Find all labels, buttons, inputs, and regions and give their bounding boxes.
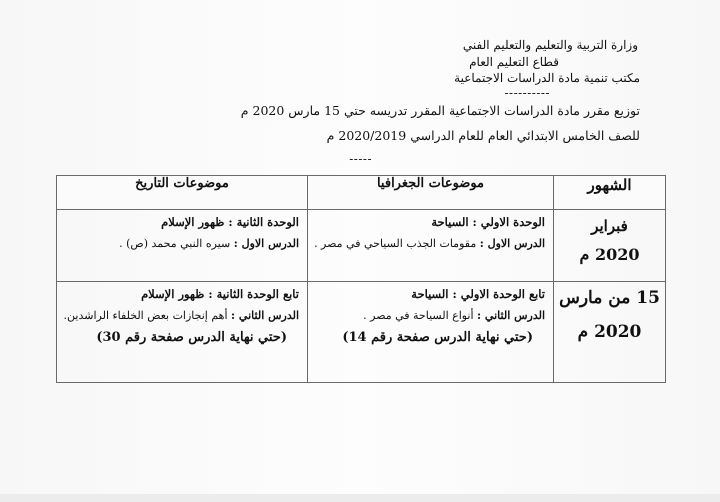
separator-bottom: ----- bbox=[349, 152, 372, 166]
geography-unit: تابع الوحدة الاولي : السياحة bbox=[411, 287, 545, 301]
ministry-name: وزارة التربية والتعليم والتعليم الفني bbox=[462, 38, 638, 52]
lesson-label: الدرس الثاني : bbox=[477, 309, 545, 322]
lesson-label: الدرس الثاني : bbox=[231, 309, 299, 322]
month-cell bbox=[554, 210, 666, 282]
history-cell bbox=[57, 210, 308, 282]
header-history: موضوعات التاريخ bbox=[57, 176, 308, 210]
geography-unit: الوحدة الاولي : السياحة bbox=[431, 215, 545, 229]
lesson-title: سيره النبي محمد (ص) . bbox=[119, 237, 231, 250]
history-lesson bbox=[65, 237, 299, 251]
month-year: 2020 م bbox=[577, 322, 642, 342]
separator-top: ---------- bbox=[504, 86, 550, 100]
history-unit: تابع الوحدة الثانية : ظهور الإسلام bbox=[141, 287, 299, 301]
intro-line-1: توزيع مقرر مادة الدراسات الاجتماعية المقرر تدريسه حتي 15 مارس 2020 م bbox=[240, 103, 640, 118]
geography-cell bbox=[308, 210, 554, 282]
lesson-label: الدرس الاول : bbox=[233, 237, 299, 250]
lesson-title: أهم إنجازات بعض الخلفاء الراشدين. bbox=[63, 309, 228, 322]
lesson-title: مقومات الجذب السياحي في مصر . bbox=[314, 237, 477, 250]
lesson-title: أنواع السياحة في مصر . bbox=[363, 309, 474, 322]
lesson-label: الدرس الاول : bbox=[479, 237, 545, 250]
geography-lesson bbox=[316, 309, 545, 323]
month-name: 15 من مارس bbox=[559, 288, 660, 308]
month-year: 2020 م bbox=[579, 245, 640, 264]
intro-line-2: للصف الخامس الابتدائي العام للعام الدراسي 2020/2019 م bbox=[326, 128, 640, 143]
lesson-end-note: (حتي نهاية الدرس صفحة رقم 14) bbox=[342, 330, 533, 345]
history-lesson bbox=[65, 309, 299, 323]
header-months: الشهور bbox=[554, 176, 666, 210]
table-row bbox=[57, 282, 666, 383]
sector-name: قطاع التعليم العام bbox=[469, 55, 559, 69]
lesson-end-note: (حتي نهاية الدرس صفحة رقم 30) bbox=[96, 330, 287, 345]
geography-cell bbox=[308, 282, 554, 383]
month-cell bbox=[554, 282, 666, 383]
table-header-row bbox=[57, 176, 666, 210]
history-cell bbox=[57, 282, 308, 383]
month-name: فبراير bbox=[591, 217, 628, 235]
history-unit: الوحدة الثانية : ظهور الإسلام bbox=[161, 215, 299, 229]
office-name: مكتب تنمية مادة الدراسات الاجتماعية bbox=[454, 71, 640, 85]
curriculum-table bbox=[56, 175, 666, 383]
geography-lesson bbox=[316, 237, 545, 251]
header-geography: موضوعات الجغرافيا bbox=[308, 176, 554, 210]
page-bottom-edge bbox=[0, 494, 720, 502]
table-row bbox=[57, 210, 666, 282]
